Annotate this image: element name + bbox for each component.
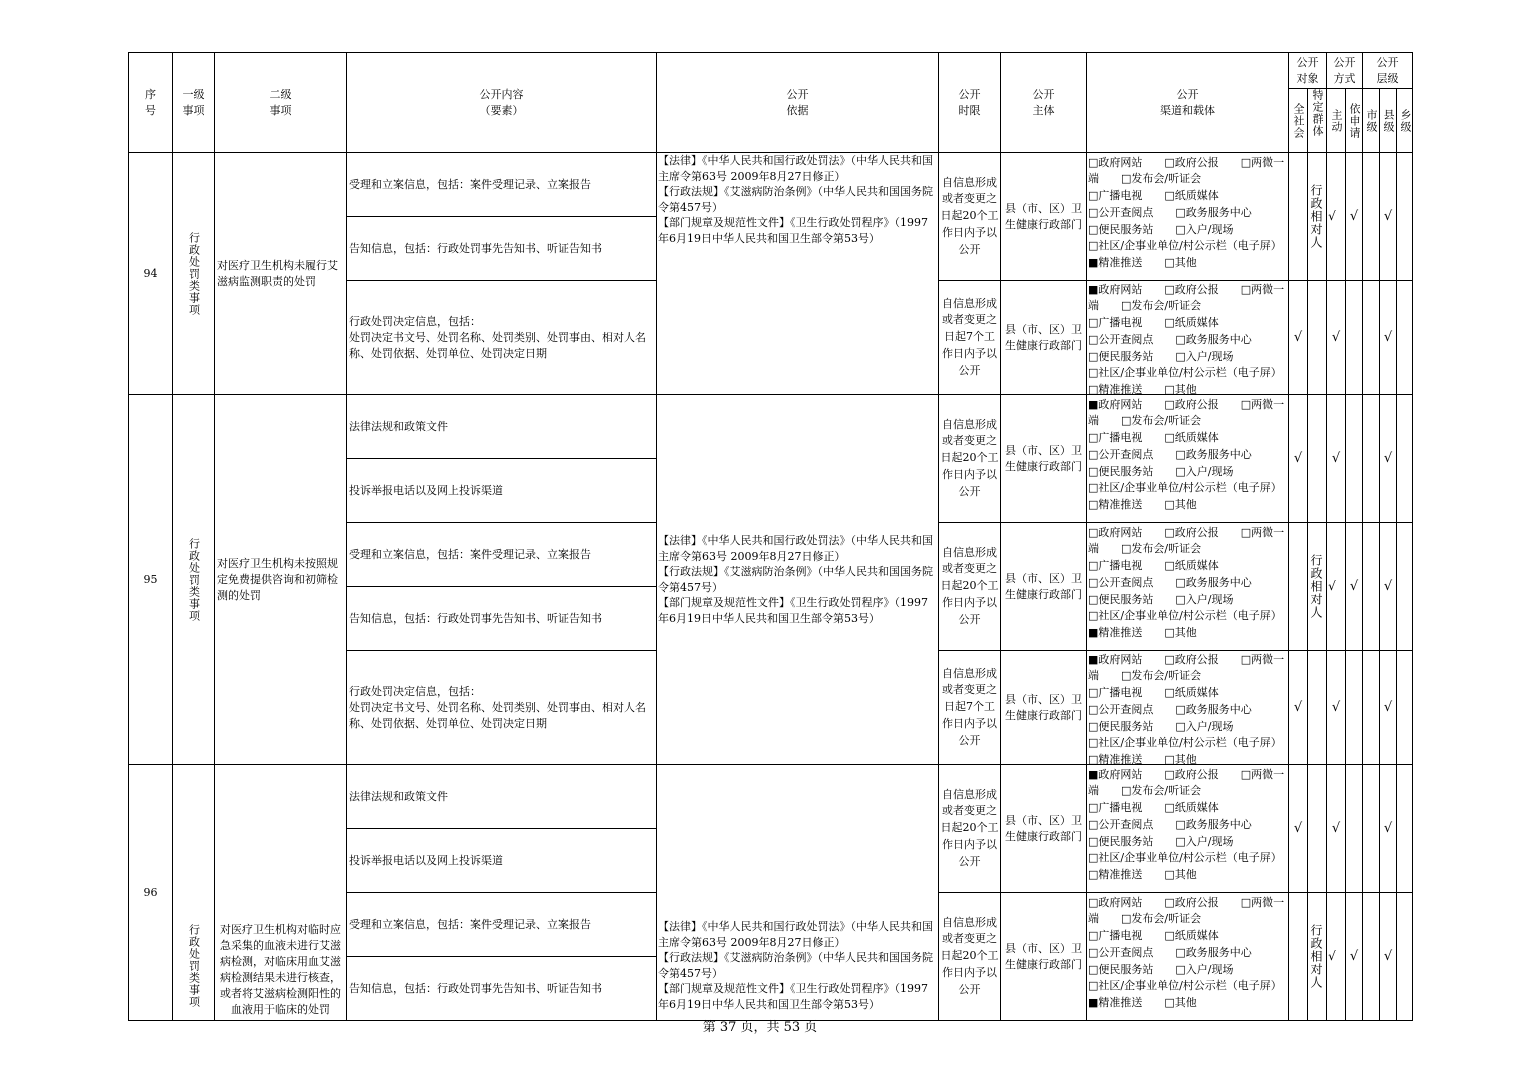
- header-method-request: 依申请: [1346, 89, 1363, 153]
- check-method-request: [1346, 395, 1363, 523]
- check-method-request: √: [1346, 523, 1363, 651]
- check-level-town: [1397, 893, 1413, 1021]
- check-target-specific: [1308, 395, 1327, 523]
- disclosure-table-sheet: [128, 52, 1412, 1020]
- content-item: 投诉举报电话以及网上投诉渠道: [347, 829, 657, 893]
- check-target-specific: √ 行政相对人: [1308, 523, 1327, 651]
- channel-list: ■政府网站 □政府公报 □两微一端 □发布会/听证会 □广播电视 □纸质媒体 □公开查阅点 □政务服务中心 □便民服务站 □入户/现场 □社区/企事业单位/村公示栏（电子屏） □精准推送 □其他: [1087, 651, 1289, 765]
- check-method-request: √: [1346, 893, 1363, 1021]
- check-level-city: [1363, 893, 1380, 1021]
- row-level2: 对医疗卫生机构未按照规定免费提供咨询和初筛检测的处罚: [215, 395, 347, 765]
- check-target-specific: [1308, 651, 1327, 765]
- check-method-active: √: [1327, 651, 1346, 765]
- check-method-request: [1346, 281, 1363, 395]
- header-level: 公开 层级: [1363, 53, 1413, 89]
- header-seq: 序 号: [129, 53, 173, 153]
- time-limit: 自信息形成或者变更之日起20个工作日内予以公开: [939, 153, 1001, 281]
- time-limit: 自信息形成或者变更之日起7个工作日内予以公开: [939, 651, 1001, 765]
- header-basis: 公开 依据: [657, 53, 939, 153]
- channel-list: ■政府网站 □政府公报 □两微一端 □发布会/听证会 □广播电视 □纸质媒体 □公开查阅点 □政务服务中心 □便民服务站 □入户/现场 □社区/企事业单位/村公示栏（电子屏） □精准推送 □其他: [1087, 281, 1289, 395]
- row-level2: 对医疗卫生机构对临时应急采集的血液未进行艾滋病检测，对临床用血艾滋病检测结果未进行核查，或者将艾滋病检测阳性的血液用于临床的处罚: [215, 765, 347, 1021]
- header-content: 公开内容 （要素）: [347, 53, 657, 153]
- check-level-county: √: [1380, 281, 1397, 395]
- time-limit: 自信息形成或者变更之日起20个工作日内予以公开: [939, 893, 1001, 1021]
- time-limit: 自信息形成或者变更之日起20个工作日内予以公开: [939, 523, 1001, 651]
- check-target-specific: [1308, 765, 1327, 893]
- check-method-active: √: [1327, 281, 1346, 395]
- check-method-active: √: [1327, 395, 1346, 523]
- header-level-county: 县级: [1380, 89, 1397, 153]
- time-limit: 自信息形成或者变更之日起20个工作日内予以公开: [939, 765, 1001, 893]
- basis-text: 【法律】《中华人民共和国行政处罚法》（中华人民共和国主席令第63号 2009年8月27日修正） 【行政法规】《艾滋病防治条例》（中华人民共和国国务院令第457号） 【部门规章及规范性文件】《卫生行政处罚程序》（1997年6月19日中华人民共和国卫生部令第53号）: [657, 395, 939, 765]
- check-level-city: [1363, 281, 1380, 395]
- subject: 县（市、区）卫生健康行政部门: [1001, 281, 1087, 395]
- check-target-all: √: [1289, 765, 1308, 893]
- header-target-all: 全社会: [1289, 89, 1308, 153]
- check-method-request: √: [1346, 153, 1363, 281]
- check-level-city: [1363, 765, 1380, 893]
- check-level-town: [1397, 651, 1413, 765]
- subject: 县（市、区）卫生健康行政部门: [1001, 651, 1087, 765]
- disclosure-table: [128, 52, 1413, 1021]
- table-row: [129, 765, 1413, 829]
- content-item: 行政处罚决定信息，包括： 处罚决定书文号、处罚名称、处罚类别、处罚事由、相对人名称、处罚依据、处罚单位、处罚决定日期: [347, 651, 657, 765]
- header-target: 公开 对象: [1289, 53, 1327, 89]
- check-level-town: [1397, 281, 1413, 395]
- content-item: 行政处罚决定信息，包括： 处罚决定书文号、处罚名称、处罚类别、处罚事由、相对人名称、处罚依据、处罚单位、处罚决定日期: [347, 281, 657, 395]
- channel-list: □政府网站 □政府公报 □两微一端 □发布会/听证会 □广播电视 □纸质媒体 □公开查阅点 □政务服务中心 □便民服务站 □入户/现场 □社区/企事业单位/村公示栏（电子屏） ■精准推送 □其他: [1087, 153, 1289, 281]
- channel-list: ■政府网站 □政府公报 □两微一端 □发布会/听证会 □广播电视 □纸质媒体 □公开查阅点 □政务服务中心 □便民服务站 □入户/现场 □社区/企事业单位/村公示栏（电子屏） □精准推送 □其他: [1087, 765, 1289, 893]
- header-method: 公开 方式: [1327, 53, 1363, 89]
- check-target-all: √: [1289, 281, 1308, 395]
- check-target-all: [1289, 893, 1308, 1021]
- time-limit: 自信息形成或者变更之日起20个工作日内予以公开: [939, 395, 1001, 523]
- check-target-specific: √ 行政相对人: [1308, 893, 1327, 1021]
- table-row: [129, 153, 1413, 217]
- table-row: [129, 395, 1413, 459]
- header-level-city: 市级: [1363, 89, 1380, 153]
- check-level-city: [1363, 395, 1380, 523]
- channel-list: □政府网站 □政府公报 □两微一端 □发布会/听证会 □广播电视 □纸质媒体 □公开查阅点 □政务服务中心 □便民服务站 □入户/现场 □社区/企事业单位/村公示栏（电子屏） ■精准推送 □其他: [1087, 523, 1289, 651]
- check-level-county: √: [1380, 395, 1397, 523]
- check-method-request: [1346, 765, 1363, 893]
- content-item: 受理和立案信息，包括：案件受理记录、立案报告: [347, 893, 657, 957]
- content-item: 投诉举报电话以及网上投诉渠道: [347, 459, 657, 523]
- time-limit: 自信息形成或者变更之日起7个工作日内予以公开: [939, 281, 1001, 395]
- channel-list: □政府网站 □政府公报 □两微一端 □发布会/听证会 □广播电视 □纸质媒体 □公开查阅点 □政务服务中心 □便民服务站 □入户/现场 □社区/企事业单位/村公示栏（电子屏） ■精准推送 □其他: [1087, 893, 1289, 1021]
- channel-list: ■政府网站 □政府公报 □两微一端 □发布会/听证会 □广播电视 □纸质媒体 □公开查阅点 □政务服务中心 □便民服务站 □入户/现场 □社区/企事业单位/村公示栏（电子屏） □精准推送 □其他: [1087, 395, 1289, 523]
- check-level-town: [1397, 765, 1413, 893]
- basis-text: 【法律】《中华人民共和国行政处罚法》（中华人民共和国主席令第63号 2009年8月27日修正） 【行政法规】《艾滋病防治条例》（中华人民共和国国务院令第457号） 【部门规章及规范性文件】《卫生行政处罚程序》（1997年6月19日中华人民共和国卫生部令第53号）: [657, 153, 939, 395]
- row-level1: 行政处罚类事项: [173, 153, 215, 395]
- check-target-all: √: [1289, 395, 1308, 523]
- header-channel: 公开 渠道和载体: [1087, 53, 1289, 153]
- header-level-town: 乡级: [1397, 89, 1413, 153]
- subject: 县（市、区）卫生健康行政部门: [1001, 395, 1087, 523]
- check-target-all: √: [1289, 651, 1308, 765]
- content-item: 法律法规和政策文件: [347, 765, 657, 829]
- basis-text: 【法律】《中华人民共和国行政处罚法》（中华人民共和国主席令第63号 2009年8月27日修正） 【行政法规】《艾滋病防治条例》（中华人民共和国国务院令第457号） 【部门规章及规范性文件】《卫生行政处罚程序》（1997年6月19日中华人民共和国卫生部令第53号）: [657, 765, 939, 1021]
- check-target-specific: √ 行政相对人: [1308, 153, 1327, 281]
- content-item: 告知信息，包括：行政处罚事先告知书、听证告知书: [347, 957, 657, 1021]
- header-method-active: 主动: [1327, 89, 1346, 153]
- content-item: 告知信息，包括：行政处罚事先告知书、听证告知书: [347, 217, 657, 281]
- check-level-county: √: [1380, 153, 1397, 281]
- check-level-city: [1363, 651, 1380, 765]
- row-seq: 95: [129, 395, 173, 765]
- header-level1: 一级 事项: [173, 53, 215, 153]
- subject: 县（市、区）卫生健康行政部门: [1001, 893, 1087, 1021]
- check-level-county: √: [1380, 651, 1397, 765]
- check-target-all: [1289, 523, 1308, 651]
- content-item: 告知信息，包括：行政处罚事先告知书、听证告知书: [347, 587, 657, 651]
- subject: 县（市、区）卫生健康行政部门: [1001, 765, 1087, 893]
- check-method-active: √: [1327, 765, 1346, 893]
- check-level-town: [1397, 153, 1413, 281]
- check-level-town: [1397, 523, 1413, 651]
- check-level-city: [1363, 523, 1380, 651]
- check-level-county: √: [1380, 893, 1397, 1021]
- content-item: 法律法规和政策文件: [347, 395, 657, 459]
- check-level-city: [1363, 153, 1380, 281]
- header-target-specific: 特定群体: [1308, 89, 1327, 153]
- header-level2: 二级 事项: [215, 53, 347, 153]
- row-level1: 行政处罚类事项: [173, 765, 215, 1021]
- check-target-specific: [1308, 281, 1327, 395]
- row-level2: 对医疗卫生机构未履行艾滋病监测职责的处罚: [215, 153, 347, 395]
- row-level1: 行政处罚类事项: [173, 395, 215, 765]
- header-subject: 公开 主体: [1001, 53, 1087, 153]
- page-footer: 第 37 页，共 53 页: [702, 1020, 818, 1035]
- row-seq: 94: [129, 153, 173, 395]
- row-seq: 96: [129, 765, 173, 1021]
- check-target-all: [1289, 153, 1308, 281]
- check-level-town: [1397, 395, 1413, 523]
- content-item: 受理和立案信息，包括：案件受理记录、立案报告: [347, 523, 657, 587]
- content-item: 受理和立案信息，包括：案件受理记录、立案报告: [347, 153, 657, 217]
- check-level-county: √: [1380, 523, 1397, 651]
- subject: 县（市、区）卫生健康行政部门: [1001, 153, 1087, 281]
- check-method-request: [1346, 651, 1363, 765]
- subject: 县（市、区）卫生健康行政部门: [1001, 523, 1087, 651]
- check-level-county: √: [1380, 765, 1397, 893]
- header-time-limit: 公开 时限: [939, 53, 1001, 153]
